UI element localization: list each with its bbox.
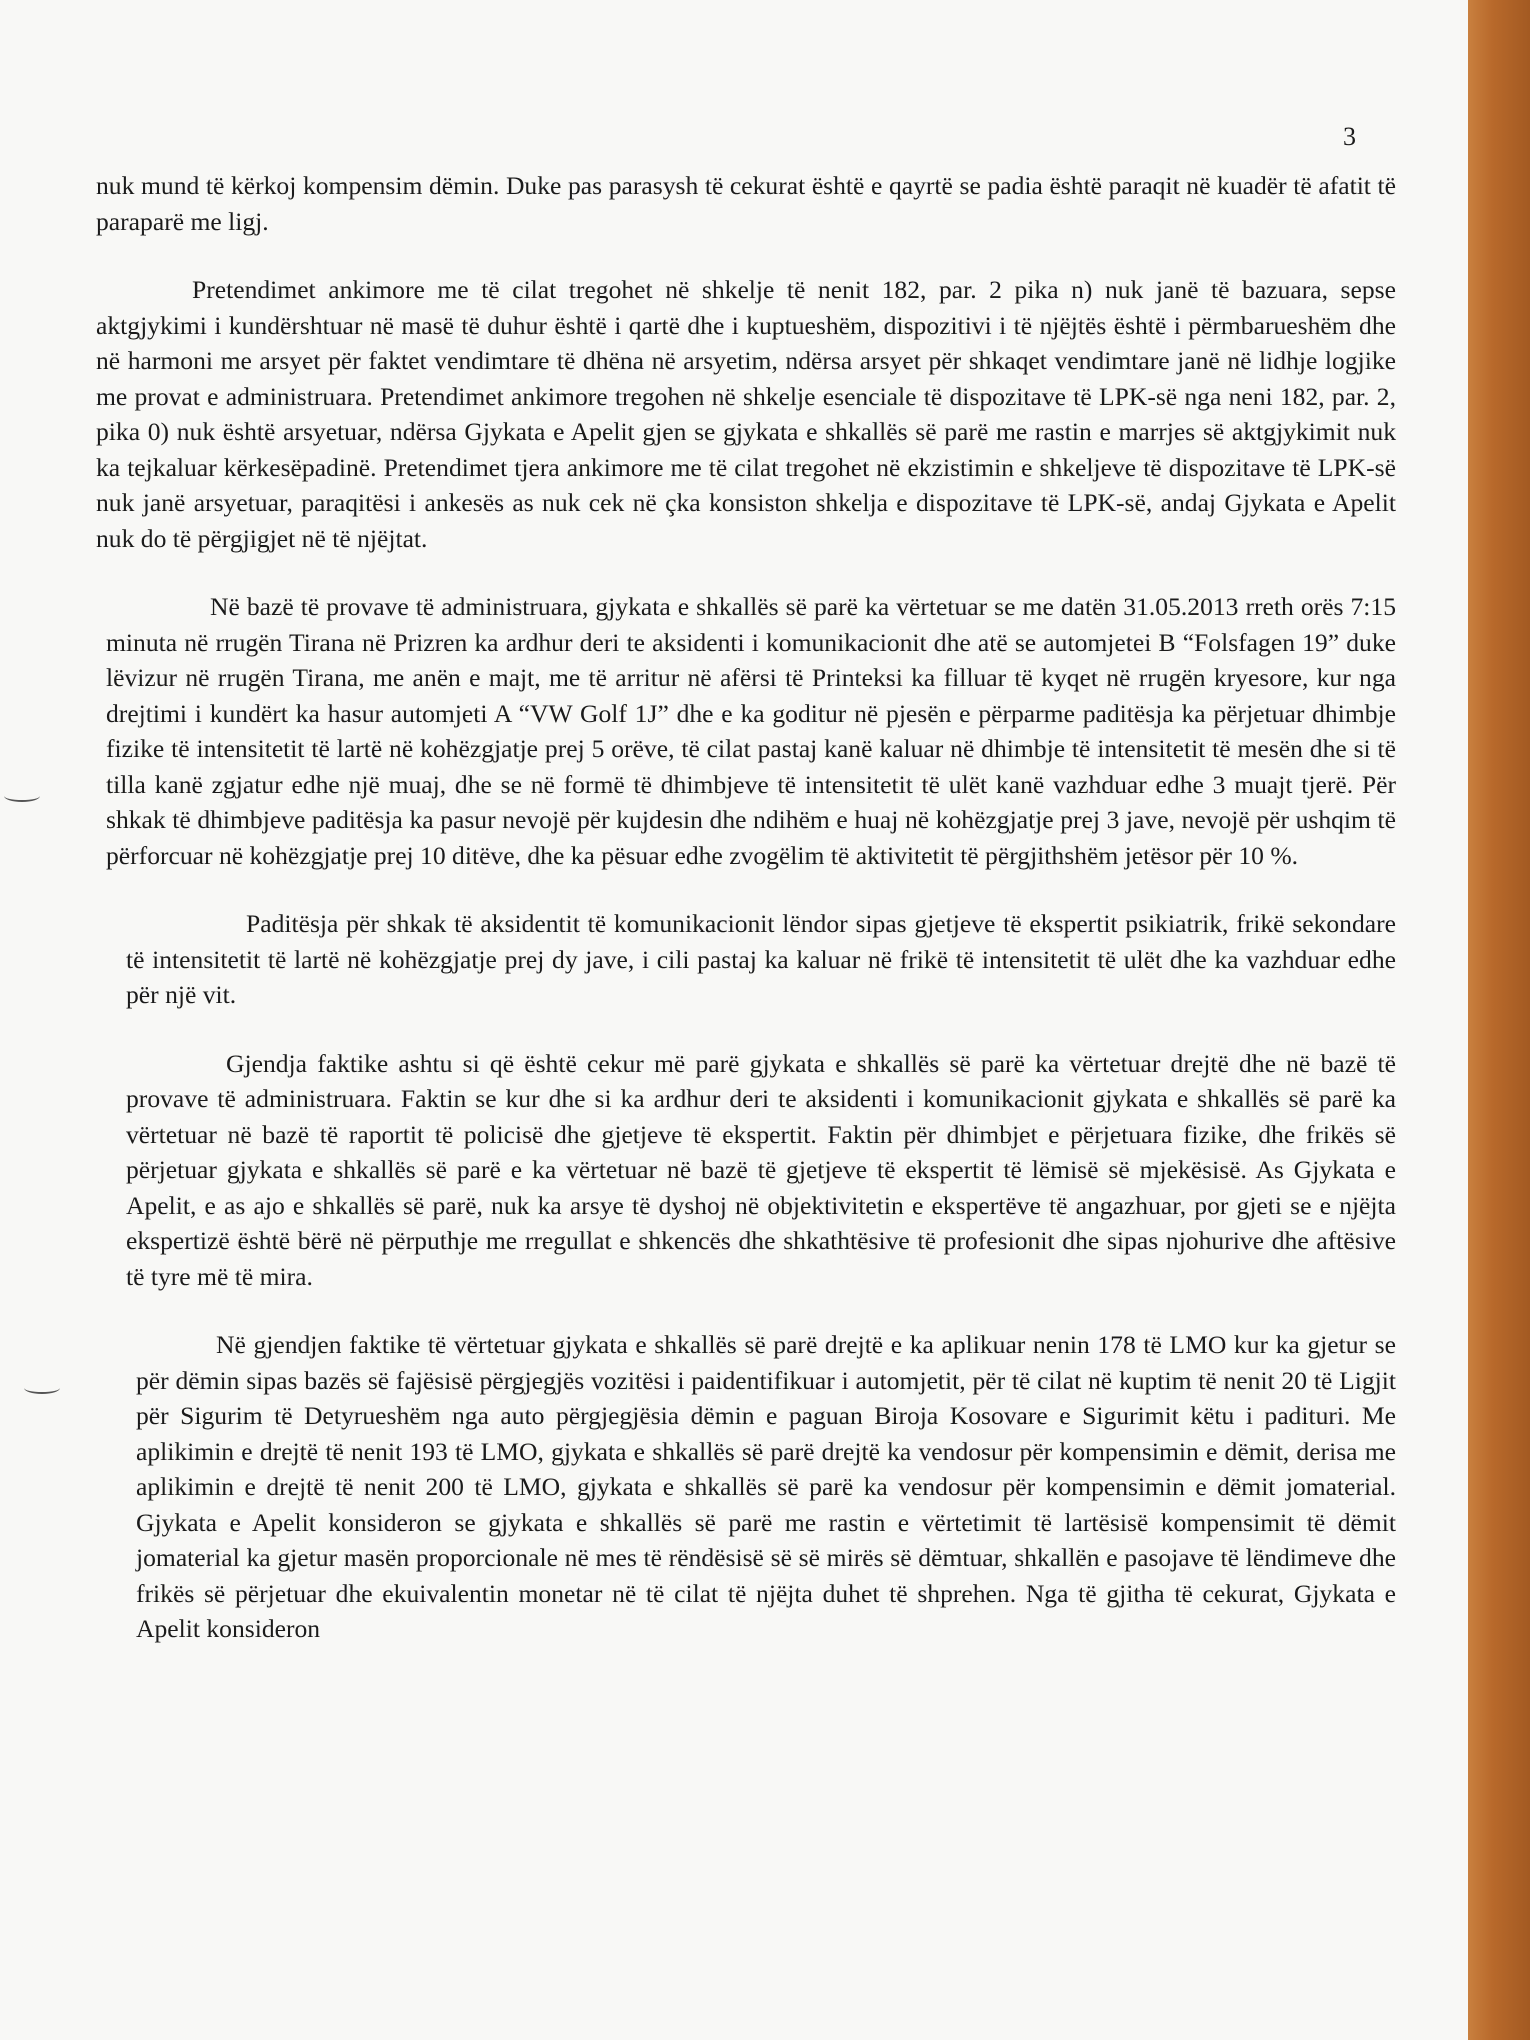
- paragraph-1: nuk mund të kërkoj kompensim dëmin. Duke pas parasysh të cekurat është e qayrtë se padia është paraqit në kuadër të afatit të paraparë me ligj.: [96, 171, 1396, 236]
- document-body: [96, 168, 1396, 1680]
- paragraph-4: Paditësja për shkak të aksidentit të komunikacionit lëndor sipas gjetjeve të ekspertit psikiatrik, frikë sekondare të intensitetit të lartë në kohëzgjatje prej dy jave, i cili pastaj ka kaluar në frikë të intensitetit të ulët dhe ka vazhduar edhe për një vit.: [126, 909, 1396, 1009]
- paragraph-3: Në bazë të provave të administruara, gjykata e shkallës së parë ka vërtetuar se me datën 31.05.2013 rreth orës 7:15 minuta në rrugën Tirana në Prizren ka ardhur deri te aksidenti i komunikacionit dhe atë se automjetei B “Folsfagen 19” duke lëvizur në rrugën Tirana, me anën e majt, me të arritur në afërsi të Printeksi ka filluar të kyqet në rrugën kryesore, kur nga drejtimi i kundërt ka hasur automjeti A “VW Golf 1J” dhe e ka goditur në pjesën e përparme paditësja ka përjetuar dhimbje fizike të intensitetit të lartë në kohëzgjatje prej 5 orëve, të cilat pastaj kanë kaluar në dhimbje të intensitetit të mesën dhe si të tilla kanë zgjatur edhe një muaj, dhe se në formë të dhimbjeve të intensitetit të ulët kanë vazhduar edhe 3 muajt tjerë. Për shkak të dhimbjeve paditësja ka pasur nevojë për kujdesin dhe ndihëm e huaj në kohëzgjatje prej 3 jave, nevojë për ushqim të përforcuar në kohëzgjatje prej 10 ditëve, dhe ka pësuar edhe zvogëlim të aktivitetit të përgjithshëm jetësor për 10 %.: [106, 592, 1396, 870]
- paragraph-6: Në gjendjen faktike të vërtetuar gjykata e shkallës së parë drejtë e ka aplikuar nenin 178 të LMO kur ka gjetur se për dëmin sipas bazës së fajësisë përgjegjës vozitësi i paidentifikuar i automjetit, për të cilat në kuptim të nenit 20 të Ligjit për Sigurim të Detyrueshëm nga auto përgjegjësia dëmin e paguan Biroja Kosovare e Sigurimit këtu i padituri. Me aplikimin e drejtë të nenit 193 të LMO, gjykata e shkallës së parë drejtë ka vendosur për kompensimin e dëmit, derisa me aplikimin e drejtë të nenit 200 të LMO, gjykata e shkallës së parë ka vendosur për kompensimin e dëmit jomaterial. Gjykata e Apelit konsideron se gjykata e shkallës së parë me rastin e vërtetimit të lartësisë kompensimit të dëmit jomaterial ka gjetur masën proporcionale në mes të rëndësisë së së mirës së dëmtuar, shkallën e pasojave të lëndimeve dhe frikës së përjetuar dhe ekuivalentin monetar në të cilat të njëjta duhet të shprehen. Nga të gjitha të cekurat, Gjykata e Apelit konsideron: [136, 1330, 1396, 1643]
- paragraph-5: Gjendja faktike ashtu si që është cekur më parë gjykata e shkallës së parë ka vërtetuar drejtë dhe në bazë të provave të administruara. Faktin se kur dhe si ka ardhur deri te aksidenti i komunikacionit gjykata e shkallës së parë ka vërtetuar në bazë të raportit të policisë dhe gjetjeve të ekspertit. Faktin për dhimbjet e përjetuara fizike, dhe frikës së përjetuar gjykata e shkallës së parë e ka vërtetuar në bazë të gjetjeve të ekspertit të lëmisë së mjekësisë. As Gjykata e Apelit, e as ajo e shkallës së parë, nuk ka arsye të dyshoj në objektivitetin e ekspertëve të angazhuar, por gjeti se e njëjta ekspertizë është bërë në përputhje me rregullat e shkencës dhe shkathtësive të profesionit dhe sipas njohurive dhe aftësive të tyre më të mira.: [126, 1048, 1396, 1291]
- page-number: 3: [1343, 122, 1356, 151]
- paragraph-2: Pretendimet ankimore me të cilat tregohet në shkelje të nenit 182, par. 2 pika n) nuk janë të bazuara, sepse aktgjykimi i kundërshtuar në masë të duhur është i qartë dhe i kuptueshëm, dispozitivi i të njëjtës është i përmbarueshëm dhe në harmoni me arsyet për faktet vendimtare të dhëna në arsyetim, ndërsa arsyet për shkaqet vendimtare janë në lidhje logjike me provat e administruara. Pretendimet ankimore tregohen në shkelje esenciale të dispozitave të LPK-së nga neni 182, par. 2, pika 0) nuk është arsyetuar, ndërsa Gjykata e Apelit gjen se gjykata e shkallës së parë me rastin e marrjes së aktgjykimit nuk ka tejkaluar kërkesëpadinë. Pretendimet tjera ankimore me të cilat tregohet në ekzistimin e shkeljeve të dispozitave të LPK-së nuk janë arsyetuar, paraqitësi i ankesës as nuk cek në çka konsiston shkelja e dispozitave të LPK-së, andaj Gjykata e Apelit nuk do të përgjigjet në të njëjtat.: [96, 275, 1396, 553]
- punch-hole-mark: [4, 790, 40, 802]
- punch-hole-mark: [24, 1382, 60, 1394]
- page-edge-background: [1468, 0, 1530, 2040]
